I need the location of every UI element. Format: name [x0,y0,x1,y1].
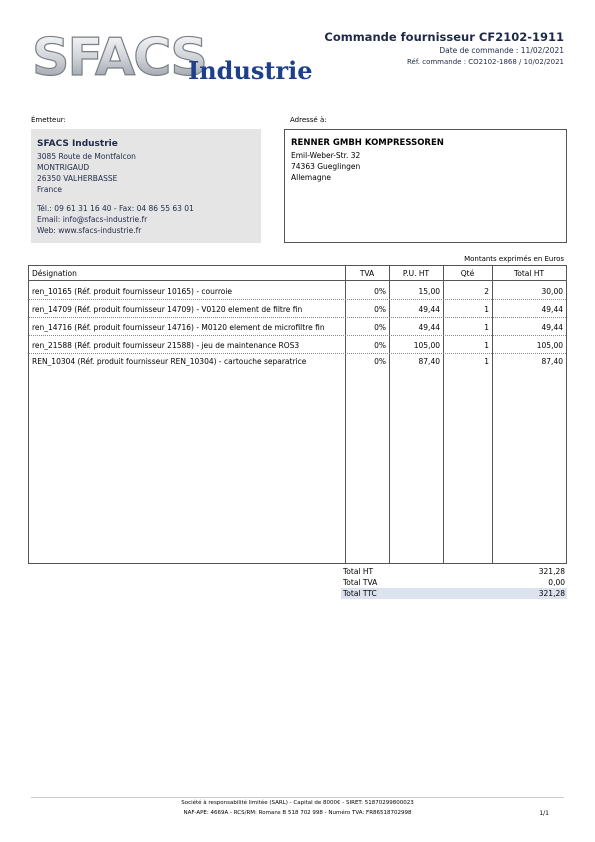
recipient-address-line: Allemagne [291,173,331,182]
document-title: Commande fournisseur CF2102-1911 [324,30,564,44]
sender-address-line: 26350 VALHERBASSE [37,174,118,183]
total-ttc-label: Total TTC [343,589,377,598]
row-tva: 0% [374,357,386,366]
company-logo [30,30,320,90]
row-designation: ren_10165 (Réf. produit fournisseur 10165) - courroie [32,287,233,296]
table-header [29,266,566,281]
svg-text:Industrie: Industrie [188,56,313,85]
page-number: 1/1 [539,810,549,817]
recipient-label: Adressé à: [290,116,327,124]
total-tva-value: 0,00 [548,578,565,587]
table-row [29,318,566,336]
row-quantity: 1 [484,323,489,332]
row-quantity: 1 [484,357,489,366]
row-quantity: 1 [484,341,489,350]
footer-legal-line-1: Société à responsabilité limitée (SARL) - Capital de 8000€ - SIRET: 51870299800023 [181,800,414,806]
total-ht-label: Total HT [343,567,374,576]
row-unit-price: 49,44 [418,323,440,332]
sfacs-logo-graphic [30,30,320,90]
header-unit-price: P.U. HT [402,269,430,278]
row-unit-price: 87,40 [418,357,440,366]
row-total: 49,44 [541,323,563,332]
row-unit-price: 105,00 [413,341,440,350]
header-designation: Désignation [32,269,77,278]
recipient-address-line: 74363 Gueglingen [291,162,361,171]
footer-legal-line-2: NAF-APE: 4669A - RCS/RM: Romans B 518 702 998 - Numéro TVA: FR86518702998 [183,810,412,816]
total-ttc-row [341,588,567,599]
sender-address-line: France [37,185,62,194]
row-designation: ren_14709 (Réf. produit fournisseur 14709) - V0120 element de filtre fin [32,305,303,314]
footer-divider [31,797,564,798]
sender-box [31,129,261,243]
header-quantity: Qté [460,269,475,278]
sender-label: Émetteur: [31,116,66,124]
svg-text:SFACS: SFACS [32,30,206,88]
total-tva-row [341,577,567,588]
table-row [29,300,566,318]
table-row [29,282,566,300]
row-total: 30,00 [541,287,563,296]
sender-web: Web: www.sfacs-industrie.fr [37,226,142,235]
sender-address-line: MONTRIGAUD [37,163,90,172]
row-unit-price: 15,00 [418,287,440,296]
row-quantity: 2 [484,287,489,296]
row-tva: 0% [374,287,386,296]
row-tva: 0% [374,305,386,314]
header-total: Total HT [513,269,545,278]
row-quantity: 1 [484,305,489,314]
recipient-box [284,129,567,243]
sender-phone-fax: Tél.: 09 61 31 16 40 - Fax: 04 86 55 63 01 [37,204,194,213]
row-unit-price: 49,44 [418,305,440,314]
total-ht-value: 321,28 [538,567,565,576]
total-tva-label: Total TVA [343,578,378,587]
total-ht-row [341,566,567,577]
recipient-name: RENNER GMBH KOMPRESSOREN [291,138,444,148]
items-table [28,265,567,564]
row-total: 87,40 [541,357,563,366]
sender-address-line: 3085 Route de Montfalcon [37,152,136,161]
table-row [29,352,566,370]
row-total: 49,44 [541,305,563,314]
order-reference: Réf. commande : CO2102-1868 / 10/02/2021 [406,58,564,66]
header-tva: TVA [359,269,375,278]
totals-block [341,566,567,599]
row-tva: 0% [374,341,386,350]
order-date: Date de commande : 11/02/2021 [439,46,564,55]
recipient-address-line: Emil-Weber-Str. 32 [291,151,361,160]
row-designation: ren_21588 (Réf. produit fournisseur 21588) - jeu de maintenance ROS3 [32,341,300,350]
row-tva: 0% [374,323,386,332]
currency-note: Montants exprimés en Euros [464,255,564,263]
row-total: 105,00 [536,341,563,350]
sender-name: SFACS Industrie [37,139,118,149]
row-designation: REN_10304 (Réf. produit fournisseur REN_10304) - cartouche separatrice [32,357,307,366]
row-designation: ren_14716 (Réf. produit fournisseur 14716) - M0120 element de microfiltre fin [32,323,325,332]
total-ttc-value: 321,28 [538,589,565,598]
sender-email: Email: info@sfacs-industrie.fr [37,215,148,224]
